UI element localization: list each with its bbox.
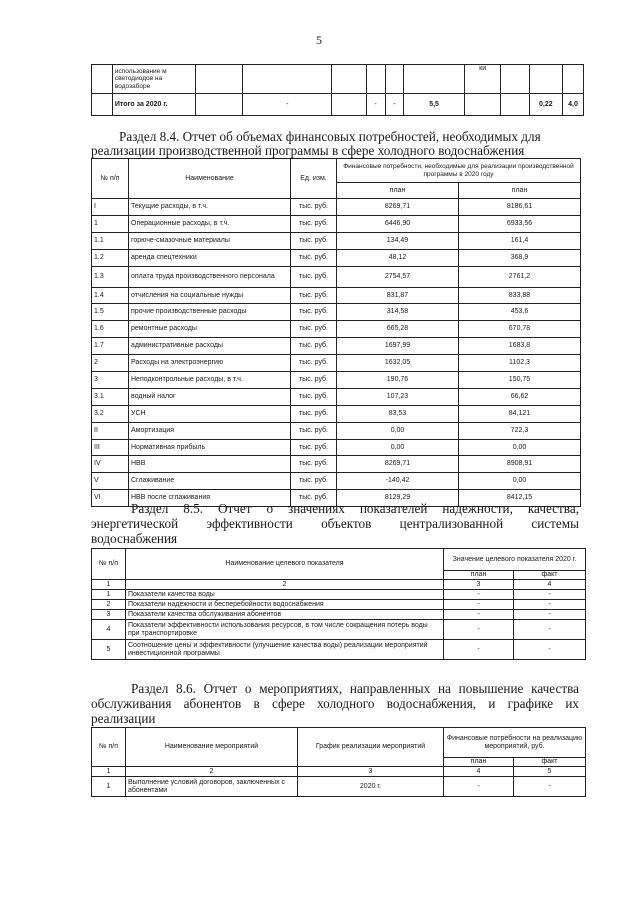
- row-fact: 0,00: [459, 473, 581, 490]
- row-fact: 150,75: [459, 372, 581, 389]
- row-unit: тыс. руб.: [291, 304, 337, 321]
- row-name: Показатели качества воды: [126, 590, 444, 600]
- row-num: 1: [92, 777, 126, 797]
- row-plan: 83,53: [337, 405, 459, 422]
- row-name: Показатели эффективности использования ресурсов, в том числе сокращения потерь воды при транспортировке: [126, 620, 444, 640]
- row-fact: 2761,2: [459, 266, 581, 287]
- row-num: 1.5: [92, 304, 129, 321]
- table-row: Итого за 2020 г. - - - 5,5 0,22 4,0: [92, 94, 584, 116]
- row-name: Текущие расходы, в т.ч.: [129, 199, 291, 216]
- row-name: УСН: [129, 405, 291, 422]
- row-plan: -: [444, 620, 514, 640]
- table-row: [92, 266, 581, 287]
- row-fact: 1102,3: [459, 355, 581, 372]
- table-row: [92, 422, 581, 439]
- row-num: 2: [92, 600, 126, 610]
- row-name: отчисления на социальные нужды: [129, 287, 291, 304]
- row-num: 4: [92, 620, 126, 640]
- row-fact: 833,88: [459, 287, 581, 304]
- row-name: оплата труда производственного персонала: [129, 266, 291, 287]
- header-plan: план: [337, 183, 459, 199]
- row-num: VI: [92, 490, 129, 507]
- header-name: Наименование целевого показателя: [126, 549, 444, 580]
- row-unit: тыс. руб.: [291, 266, 337, 287]
- header-unit: Ед. изм.: [291, 159, 337, 199]
- row-name: Операционные расходы, в т.ч.: [129, 215, 291, 232]
- row-unit: тыс. руб.: [291, 405, 337, 422]
- row-fact: -: [514, 620, 586, 640]
- header-num: № п/п: [92, 159, 129, 199]
- row-unit: тыс. руб.: [291, 473, 337, 490]
- row-plan: 190,76: [337, 372, 459, 389]
- row-plan: 0,00: [337, 422, 459, 439]
- row-plan: 48,12: [337, 249, 459, 266]
- row-name: водный налог: [129, 388, 291, 405]
- row-plan: 2754,57: [337, 266, 459, 287]
- header-fact: факт: [514, 758, 586, 767]
- row-name: ремонтные расходы: [129, 321, 291, 338]
- row-num: 1.7: [92, 338, 129, 355]
- row-name: Неподконтрольные расходы, в т.ч.: [129, 372, 291, 389]
- indicators-table: № п/п Наименование целевого показателя Значение целевого показателя 2020 г. план факт 1 2 3 4 1 Показатели качества воды - - 2 Показатели надежности и бесперебойности водоснабжения - - 3 Показатели качества обслуживания абонентов - - 4 Показатели эффективности использования ресурсов, в том числе сокращения потерь воды при транспортировке - - 5 Соотношение цены и эффективности (улучшение качества воды) реализации мероприятий инвестиционной программы - -: [91, 548, 586, 660]
- row-fact: 84,121: [459, 405, 581, 422]
- section-8-4-heading: Раздел 8.4. Отчет об объемах финансовых потребностей, необходимых для реализации производственной программы в сфере холодного водоснабжения: [91, 129, 541, 158]
- row-num: 3: [92, 372, 129, 389]
- row-num: 1: [92, 590, 126, 600]
- row-fact: 66,62: [459, 388, 581, 405]
- header-fact: план: [459, 183, 581, 199]
- row-num: 1.6: [92, 321, 129, 338]
- row-unit: тыс. руб.: [291, 372, 337, 389]
- financial-needs-table: [91, 158, 581, 507]
- row-name: Амортизация: [129, 422, 291, 439]
- header-fact: факт: [514, 571, 586, 580]
- section-8-5-heading: Раздел 8.5. Отчет о значениях показателей надежности, качества, энергетической эффективности объектов централизованной системы водоснабжения: [91, 501, 579, 546]
- header-name: Наименование мероприятий: [126, 728, 298, 767]
- table-row: [92, 610, 586, 620]
- row-num: 1.2: [92, 249, 129, 266]
- row-fact: 368,9: [459, 249, 581, 266]
- row-fact: -: [514, 590, 586, 600]
- row-fact: -: [514, 610, 586, 620]
- row-unit: тыс. руб.: [291, 355, 337, 372]
- row-num: 3.1: [92, 388, 129, 405]
- row-plan: 6446,90: [337, 215, 459, 232]
- row-name: Расходы на электроэнергию: [129, 355, 291, 372]
- row-plan: -140,42: [337, 473, 459, 490]
- row-plan: 107,23: [337, 388, 459, 405]
- row-plan: 8269,71: [337, 456, 459, 473]
- row-name: Соотношение цены и эффективности (улучшение качества воды) реализации мероприятий инвестиционной программы: [126, 640, 444, 660]
- row-plan: 665,28: [337, 321, 459, 338]
- row-unit: тыс. руб.: [291, 232, 337, 249]
- row-num: 2: [92, 355, 129, 372]
- row-num: V: [92, 473, 129, 490]
- row-name: Показатели надежности и бесперебойности водоснабжения: [126, 600, 444, 610]
- row-fact: -: [514, 600, 586, 610]
- row-plan: 314,58: [337, 304, 459, 321]
- row-name: прочие производственные расходы: [129, 304, 291, 321]
- header-group: Значение целевого показателя 2020 г.: [444, 549, 586, 571]
- row-unit: тыс. руб.: [291, 199, 337, 216]
- row-num: III: [92, 439, 129, 456]
- row-name: Нормативная прибыль: [129, 439, 291, 456]
- header-group: Финансовые потребности, необходимые для реализации производственной программы в 2020 году: [337, 159, 581, 183]
- row-name: использование м светодиодов на водозаборе: [112, 65, 196, 94]
- header-group: Финансовые потребности на реализацию мероприятий, руб.: [444, 728, 586, 758]
- row-plan: 0,00: [337, 439, 459, 456]
- table-row: [92, 372, 581, 389]
- row-fact: 161,4: [459, 232, 581, 249]
- row-num: 1.4: [92, 287, 129, 304]
- table-row: [92, 249, 581, 266]
- row-unit: тыс. руб.: [291, 456, 337, 473]
- row-plan: -: [444, 777, 514, 797]
- row-plan: -: [444, 610, 514, 620]
- row-name: НВВ после сглаживания: [129, 490, 291, 507]
- table-row: [92, 215, 581, 232]
- row-unit: тыс. руб.: [291, 321, 337, 338]
- row-num: 3: [92, 610, 126, 620]
- row-fact: -: [514, 640, 586, 660]
- table-row: [92, 439, 581, 456]
- table-row: [92, 232, 581, 249]
- row-plan: -: [444, 600, 514, 610]
- row-name: Сглаживание: [129, 473, 291, 490]
- header-name: Наименование: [129, 159, 291, 199]
- row-name: аренда спецтехники: [129, 249, 291, 266]
- row-num: 1.1: [92, 232, 129, 249]
- header-num: № п/п: [92, 728, 126, 767]
- row-num: II: [92, 422, 129, 439]
- row-unit: тыс. руб.: [291, 338, 337, 355]
- table-row: [92, 304, 581, 321]
- header-plan: план: [444, 758, 514, 767]
- row-fact: 1683,8: [459, 338, 581, 355]
- row-unit: тыс. руб.: [291, 490, 337, 507]
- row-fact: -: [514, 777, 586, 797]
- row-num: IV: [92, 456, 129, 473]
- row-num: 1: [92, 215, 129, 232]
- total-label: Итого за 2020 г.: [112, 94, 196, 116]
- row-name: административные расходы: [129, 338, 291, 355]
- row-plan: -: [444, 640, 514, 660]
- row-plan: 8129,29: [337, 490, 459, 507]
- row-schedule: 2020 г.: [298, 777, 444, 797]
- row-plan: 8269,71: [337, 199, 459, 216]
- top-table: [91, 64, 584, 116]
- table-row: [92, 388, 581, 405]
- row-fact: 453,6: [459, 304, 581, 321]
- row-name: НВВ: [129, 456, 291, 473]
- page-number: 5: [316, 33, 322, 47]
- row-num: 1.3: [92, 266, 129, 287]
- table-row: [92, 199, 581, 216]
- table-row: [92, 65, 584, 94]
- row-unit: тыс. руб.: [291, 249, 337, 266]
- unit-cell: ки: [464, 65, 501, 94]
- table-row: [92, 600, 586, 610]
- row-name: горюче-смазочные материалы: [129, 232, 291, 249]
- row-plan: -: [444, 590, 514, 600]
- row-unit: тыс. руб.: [291, 388, 337, 405]
- row-name: Показатели качества обслуживания абонентов: [126, 610, 444, 620]
- row-unit: тыс. руб.: [291, 439, 337, 456]
- row-unit: тыс. руб.: [291, 215, 337, 232]
- row-fact: 0,00: [459, 439, 581, 456]
- row-unit: тыс. руб.: [291, 287, 337, 304]
- row-num: 3.2: [92, 405, 129, 422]
- table-row: [92, 620, 586, 640]
- row-fact: 8186,61: [459, 199, 581, 216]
- row-plan: 831,87: [337, 287, 459, 304]
- table-row: [92, 321, 581, 338]
- row-fact: 722,3: [459, 422, 581, 439]
- table-row: [92, 355, 581, 372]
- table-row: [92, 777, 586, 797]
- row-plan: 134,49: [337, 232, 459, 249]
- table-row: [92, 287, 581, 304]
- row-name: Выполнение условий договоров, заключенных с абонентами: [126, 777, 298, 797]
- row-plan: 1632,05: [337, 355, 459, 372]
- header-schedule: График реализации мероприятий: [298, 728, 444, 767]
- measures-table: № п/п Наименование мероприятий График реализации мероприятий Финансовые потребности на реализацию мероприятий, руб. план факт 1 2 3 4 5 1 Выполнение условий договоров, заключенных с абонентами 2020 г. - -: [91, 727, 586, 797]
- table-row: [92, 640, 586, 660]
- header-plan: план: [444, 571, 514, 580]
- table-row: [92, 338, 581, 355]
- row-fact: 6933,56: [459, 215, 581, 232]
- row-plan: 1697,99: [337, 338, 459, 355]
- table-row: [92, 405, 581, 422]
- row-fact: 8412,15: [459, 490, 581, 507]
- row-num: 5: [92, 640, 126, 660]
- row-fact: 670,78: [459, 321, 581, 338]
- table-row: [92, 590, 586, 600]
- table-row: [92, 473, 581, 490]
- row-num: I: [92, 199, 129, 216]
- row-unit: тыс. руб.: [291, 422, 337, 439]
- row-fact: 8908,91: [459, 456, 581, 473]
- header-num: № п/п: [92, 549, 126, 580]
- section-8-6-heading: Раздел 8.6. Отчет о мероприятиях, направленных на повышение качества обслуживания абонентов в сфере холодного водоснабжения, и графике их реализации: [91, 681, 579, 726]
- table-row: [92, 456, 581, 473]
